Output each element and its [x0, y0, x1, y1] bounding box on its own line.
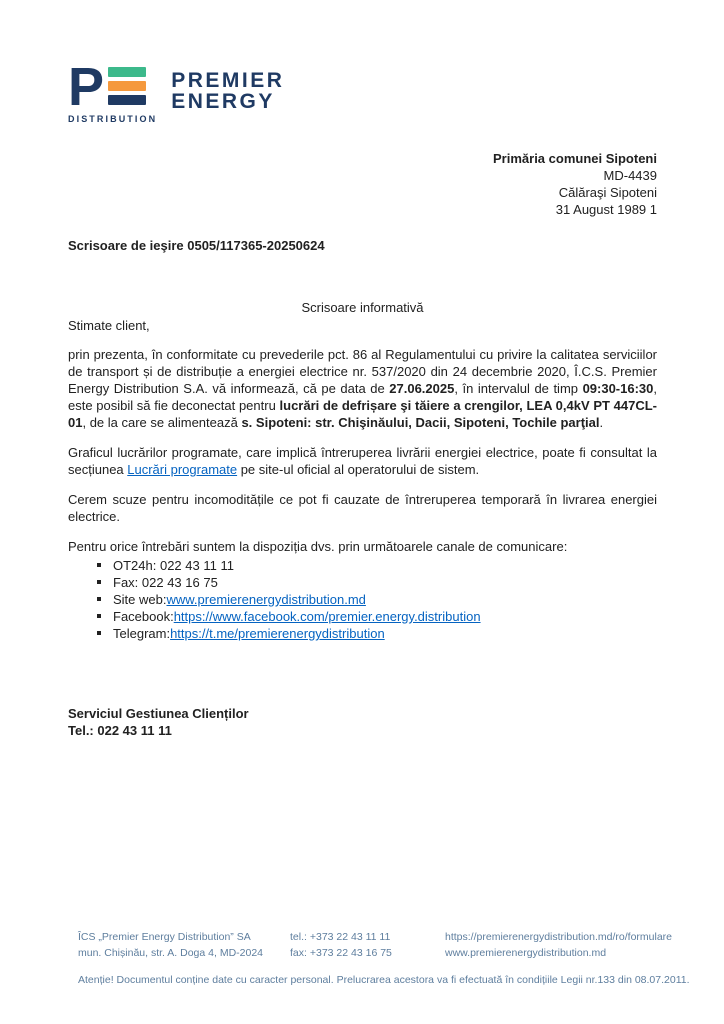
para1-text: , în intervalul de timp	[454, 381, 583, 396]
list-item-ot24h	[68, 557, 657, 574]
para1-works-description: lucrări de defrișare şi tăiere a crengilor, LEA 0,4kV PT 447CL-01	[68, 398, 657, 430]
logo-wordmark-energy: ENERGY	[171, 90, 275, 113]
logo-bars-icon	[108, 64, 146, 110]
logo-mark	[68, 57, 158, 124]
footer-company-column	[78, 929, 290, 961]
signature-department: Serviciul Gestiunea Clienților	[68, 706, 249, 721]
footer-site-url: www.premierenergydistribution.md	[445, 947, 607, 959]
contact-facebook-label: Facebook:	[113, 609, 174, 624]
list-item-telegram	[68, 625, 657, 642]
logo-p-letter: P	[68, 57, 105, 117]
logo-distribution-label: DISTRIBUTION	[68, 114, 158, 124]
footer-tel: tel.: +373 22 43 11 11	[290, 931, 391, 943]
footer-company-address: mun. Chișinău, str. A. Doga 4, MD-2024	[78, 947, 264, 959]
outgoing-letter-reference: Scrisoare de ieşire 0505/117365-20250624	[68, 238, 325, 253]
footer-phone-column	[290, 929, 445, 961]
list-item-fax	[68, 574, 657, 591]
footer-forms-url: https://premierenergydistribution.md/ro/formulare	[445, 931, 673, 943]
contact-channels-list	[68, 557, 657, 642]
greeting: Stimate client,	[68, 318, 150, 333]
website-link[interactable]: www.premierenergydistribution.md	[166, 592, 366, 607]
footer-company-name: ÎCS „Premier Energy Distribution” SA	[78, 931, 251, 943]
para1-text: prin prezenta, în conformitate cu prevederile pct. 86 al Regulamentului cu privire la calitatea serviciilor de transport și de distribuție a energiei electrice nr. 537/2020 din 24 decembrie 2020, Î.C.S. Premier Energy Distribution S.A. vă informează, că pe data de	[68, 347, 657, 396]
paragraph-contact-intro: Pentru orice întrebări suntem la dispoziția dvs. prin următoarele canale de comunicare:	[68, 539, 568, 554]
logo-wordmark	[171, 70, 284, 112]
bullet-icon	[97, 614, 101, 618]
bullet-icon	[97, 563, 101, 567]
recipient-address-block	[68, 150, 657, 218]
signature-block	[68, 705, 657, 739]
facebook-link[interactable]: https://www.facebook.com/premier.energy.distribution	[173, 609, 481, 624]
paragraph-apology: Cerem scuze pentru incomoditățile ce pot fi cauzate de întreruperea temporară în livrarea energiei electrice.	[68, 492, 657, 524]
footer-web-column	[445, 929, 694, 961]
list-item-facebook	[68, 608, 657, 625]
premier-energy-logo	[68, 57, 657, 124]
recipient-street: 31 August 1989 1	[555, 202, 657, 217]
bullet-icon	[97, 580, 101, 584]
recipient-postal-code: MD-4439	[603, 168, 657, 183]
paragraph-disconnection-notice	[68, 346, 657, 431]
para1-text: .	[599, 415, 604, 430]
footer-fax: fax: +373 22 43 16 75	[290, 947, 392, 959]
para2-text: pe site-ul oficial al operatorului de sistem.	[237, 462, 480, 477]
scheduled-works-link[interactable]: Lucrări programate	[127, 462, 238, 477]
contact-telegram-label: Telegram:	[113, 626, 171, 641]
logo-wordmark-premier: PREMIER	[171, 69, 285, 92]
personal-data-notice: Atenție! Documentul conține date cu caracter personal. Prelucrarea acestora va fi efectuată în condițiile Legii nr.133 din 08.07.2011.	[78, 974, 690, 986]
para1-time-interval: 09:30-16:30	[582, 381, 654, 396]
para1-text: , este posibil să fie deconectat pentru	[68, 381, 658, 413]
signature-phone: Tel.: 022 43 11 11	[68, 723, 172, 738]
para2-text: Graficul lucrărilor programate, care implică întreruperea livrării energiei electrice, poate fi consultat la secțiunea	[68, 445, 657, 477]
para1-text: , de la care se alimentează	[82, 415, 242, 430]
contact-ot24h: OT24h: 022 43 11 11	[113, 558, 234, 573]
recipient-locality: Călăraşi Sipoteni	[558, 185, 657, 200]
telegram-link[interactable]: https://t.me/premierenergydistribution	[170, 626, 385, 641]
footer	[78, 929, 694, 961]
recipient-name: Primăria comunei Sipoteni	[493, 151, 657, 166]
contact-website-label: Site web:	[113, 592, 167, 607]
document-title: Scrisoare informativă	[301, 300, 424, 315]
para1-date: 27.06.2025	[389, 381, 455, 396]
paragraph-schedule-info	[68, 444, 657, 478]
para1-affected-streets: s. Sipoteni: str. Chişinăului, Dacii, Sipoteni, Tochile parţial	[241, 415, 600, 430]
list-item-website	[68, 591, 657, 608]
bullet-icon	[97, 597, 101, 601]
bullet-icon	[97, 631, 101, 635]
contact-fax: Fax: 022 43 16 75	[113, 575, 218, 590]
